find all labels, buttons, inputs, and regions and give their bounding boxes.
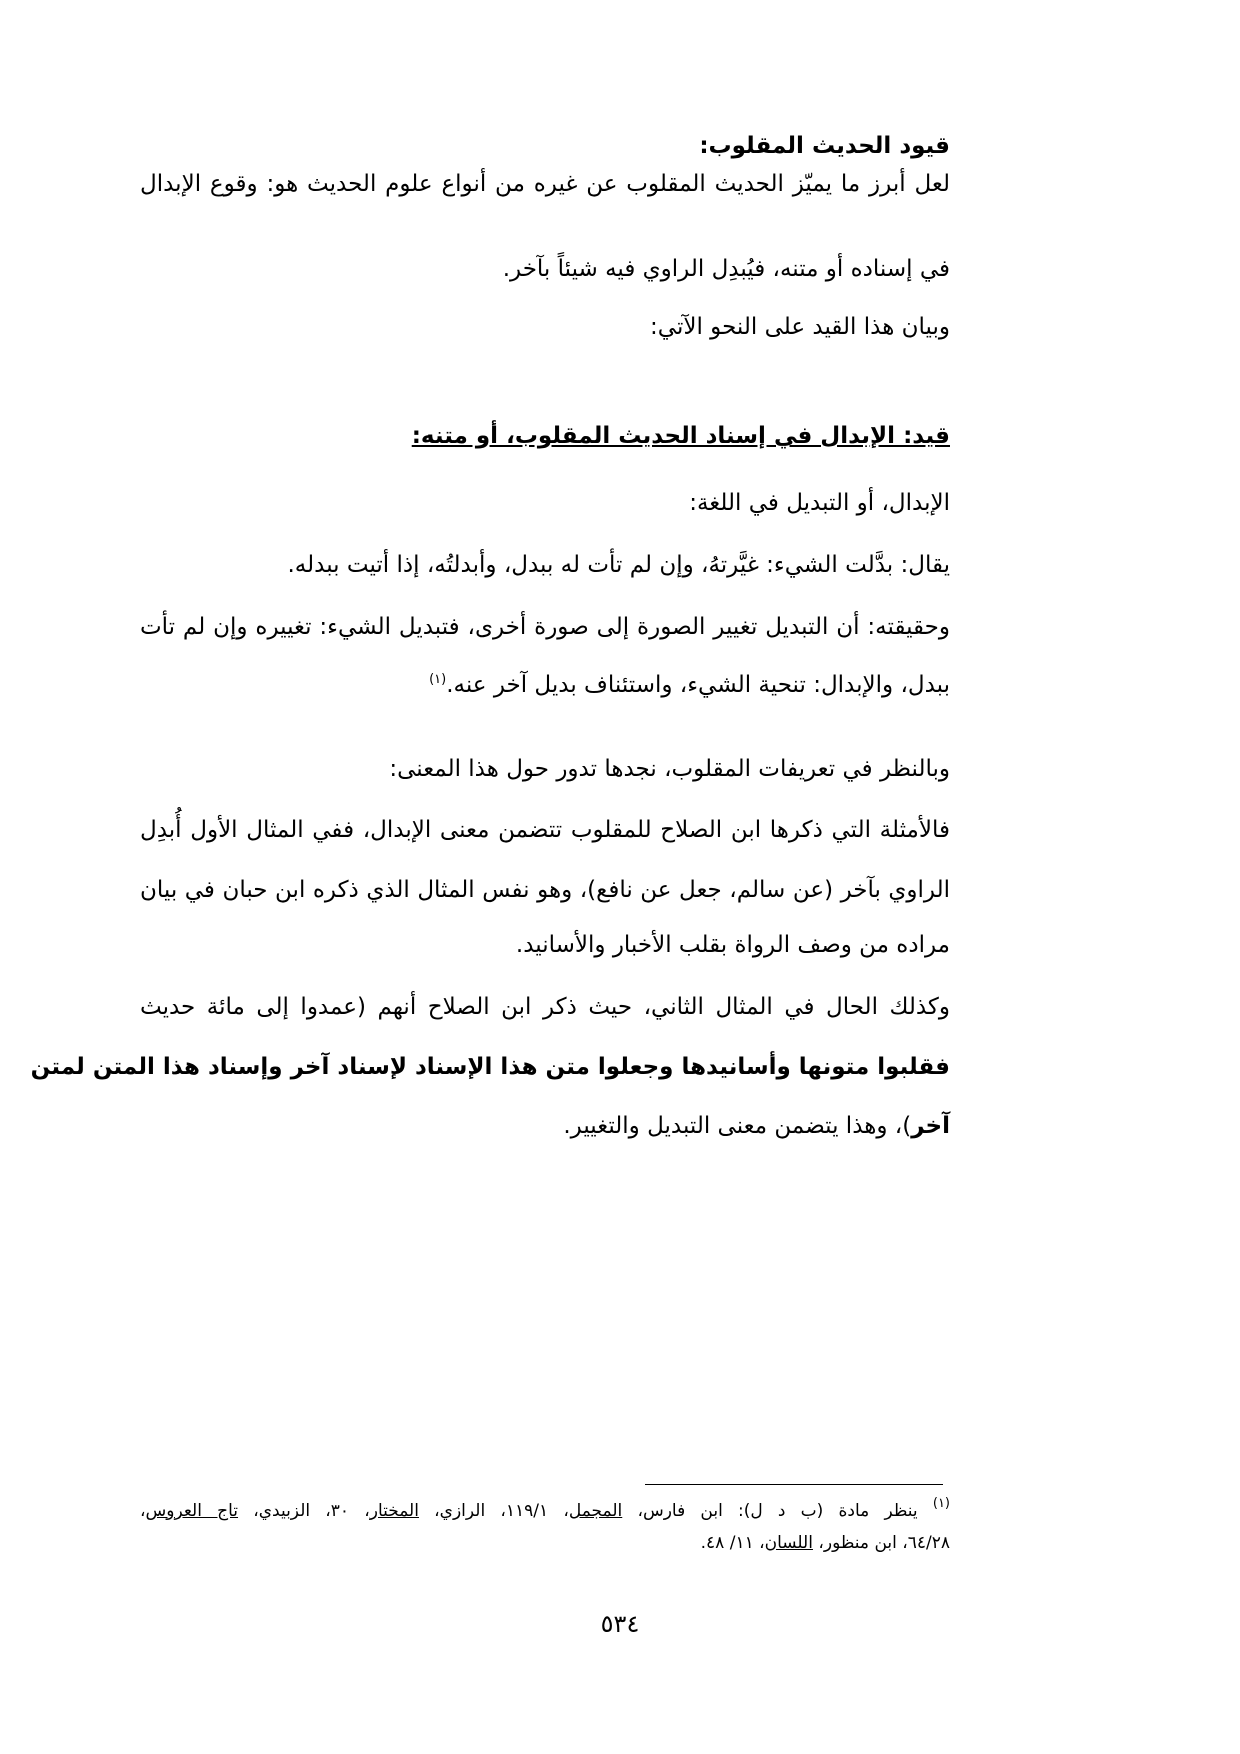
footnote-ref-mukhtar: المختار [369, 1501, 419, 1521]
section-heading: قيود الحديث المقلوب: [699, 133, 950, 159]
analysis-line-5: وكذلك الحال في المثال الثاني، حيث ذكر ابن الصلاح أنهم (عمدوا إلى مائة حديث [140, 994, 950, 1020]
analysis-line-2: فالأمثلة التي ذكرها ابن الصلاح للمقلوب تتضمن معنى الإبدال، ففي المثال الأول أُبدِل [140, 817, 950, 843]
lexical-line-3 [140, 665, 950, 705]
footnote-ref-lisan: اللسان [764, 1533, 813, 1553]
footnote-text-5: ٦٤/٢٨، ابن منظور، [818, 1533, 950, 1553]
footnote-text-6: ، ١١/ ٤٨. [700, 1533, 765, 1553]
footnote-text-1: ينظر مادة (ب د ل): ابن فارس، [637, 1501, 918, 1521]
footnote-ref-taj-alarus: تاج العروس [145, 1501, 239, 1521]
lexical-line-2: وحقيقته: أن التبديل تغيير الصورة إلى صورة أخرى، فتبديل الشيء: تغييره وإن لم تأت [140, 614, 950, 640]
footnote-separator [645, 1484, 943, 1485]
footnote-text-3: ، ٣٠، الزبيدي، [253, 1501, 370, 1521]
footnote-text-4: ، [140, 1501, 146, 1521]
analysis-line-1: وبالنظر في تعريفات المقلوب، نجدها تدور حول هذا المعنى: [389, 756, 950, 782]
footnote-line-1 [140, 1495, 950, 1527]
lexical-line-1: يقال: بدَّلت الشيء: غيَّرتهُ، وإن لم تأت له ببدل، وأبدلتُه، إذا أتيت ببدله. [287, 552, 950, 578]
intro-line-2: في إسناده أو متنه، فيُبدِل الراوي فيه شيئاً بآخر. [502, 256, 950, 282]
analysis-line-6: فقلبوا متونها وأسانيدها وجعلوا متن هذا الإسناد لإسناد آخر وإسناد هذا المتن لمتن [30, 1054, 950, 1080]
analysis-line-3: الراوي بآخر (عن سالم، جعل عن نافع)، وهو نفس المثال الذي ذكره ابن حبان في بيان [140, 877, 950, 903]
analysis-line-7 [140, 1106, 950, 1146]
footnote-ref-majmal: المجمل [568, 1501, 623, 1521]
lexical-title: الإبدال، أو التبديل في اللغة: [689, 490, 950, 516]
intro-line-3: وبيان هذا القيد على النحو الآتي: [650, 314, 950, 340]
intro-line-1: لعل أبرز ما يميّز الحديث المقلوب عن غيره من أنواع علوم الحديث هو: وقوع الإبدال [140, 171, 950, 197]
footnote-marker: (١) [429, 672, 447, 687]
footnote-text-2: ، ١١٩/١، الرازي، [434, 1501, 569, 1521]
lexical-line-3-text: ببدل، والإبدال: تنحية الشيء، واستئناف بديل آخر عنه. [446, 672, 950, 698]
footnote-number: (١) [932, 1496, 950, 1511]
analysis-line-7-bold: آخر [911, 1113, 950, 1139]
analysis-line-4: مراده من وصف الرواة بقلب الأخبار والأسانيد. [515, 932, 950, 958]
footnote-line-2 [140, 1527, 950, 1559]
page-number: ٥٣٤ [600, 1610, 640, 1638]
subheading: قيد: الإبدال في إسناد الحديث المقلوب، أو متنه: [411, 423, 950, 449]
analysis-line-7-rest: )، وهذا يتضمن معنى التبديل والتغيير. [563, 1113, 912, 1139]
